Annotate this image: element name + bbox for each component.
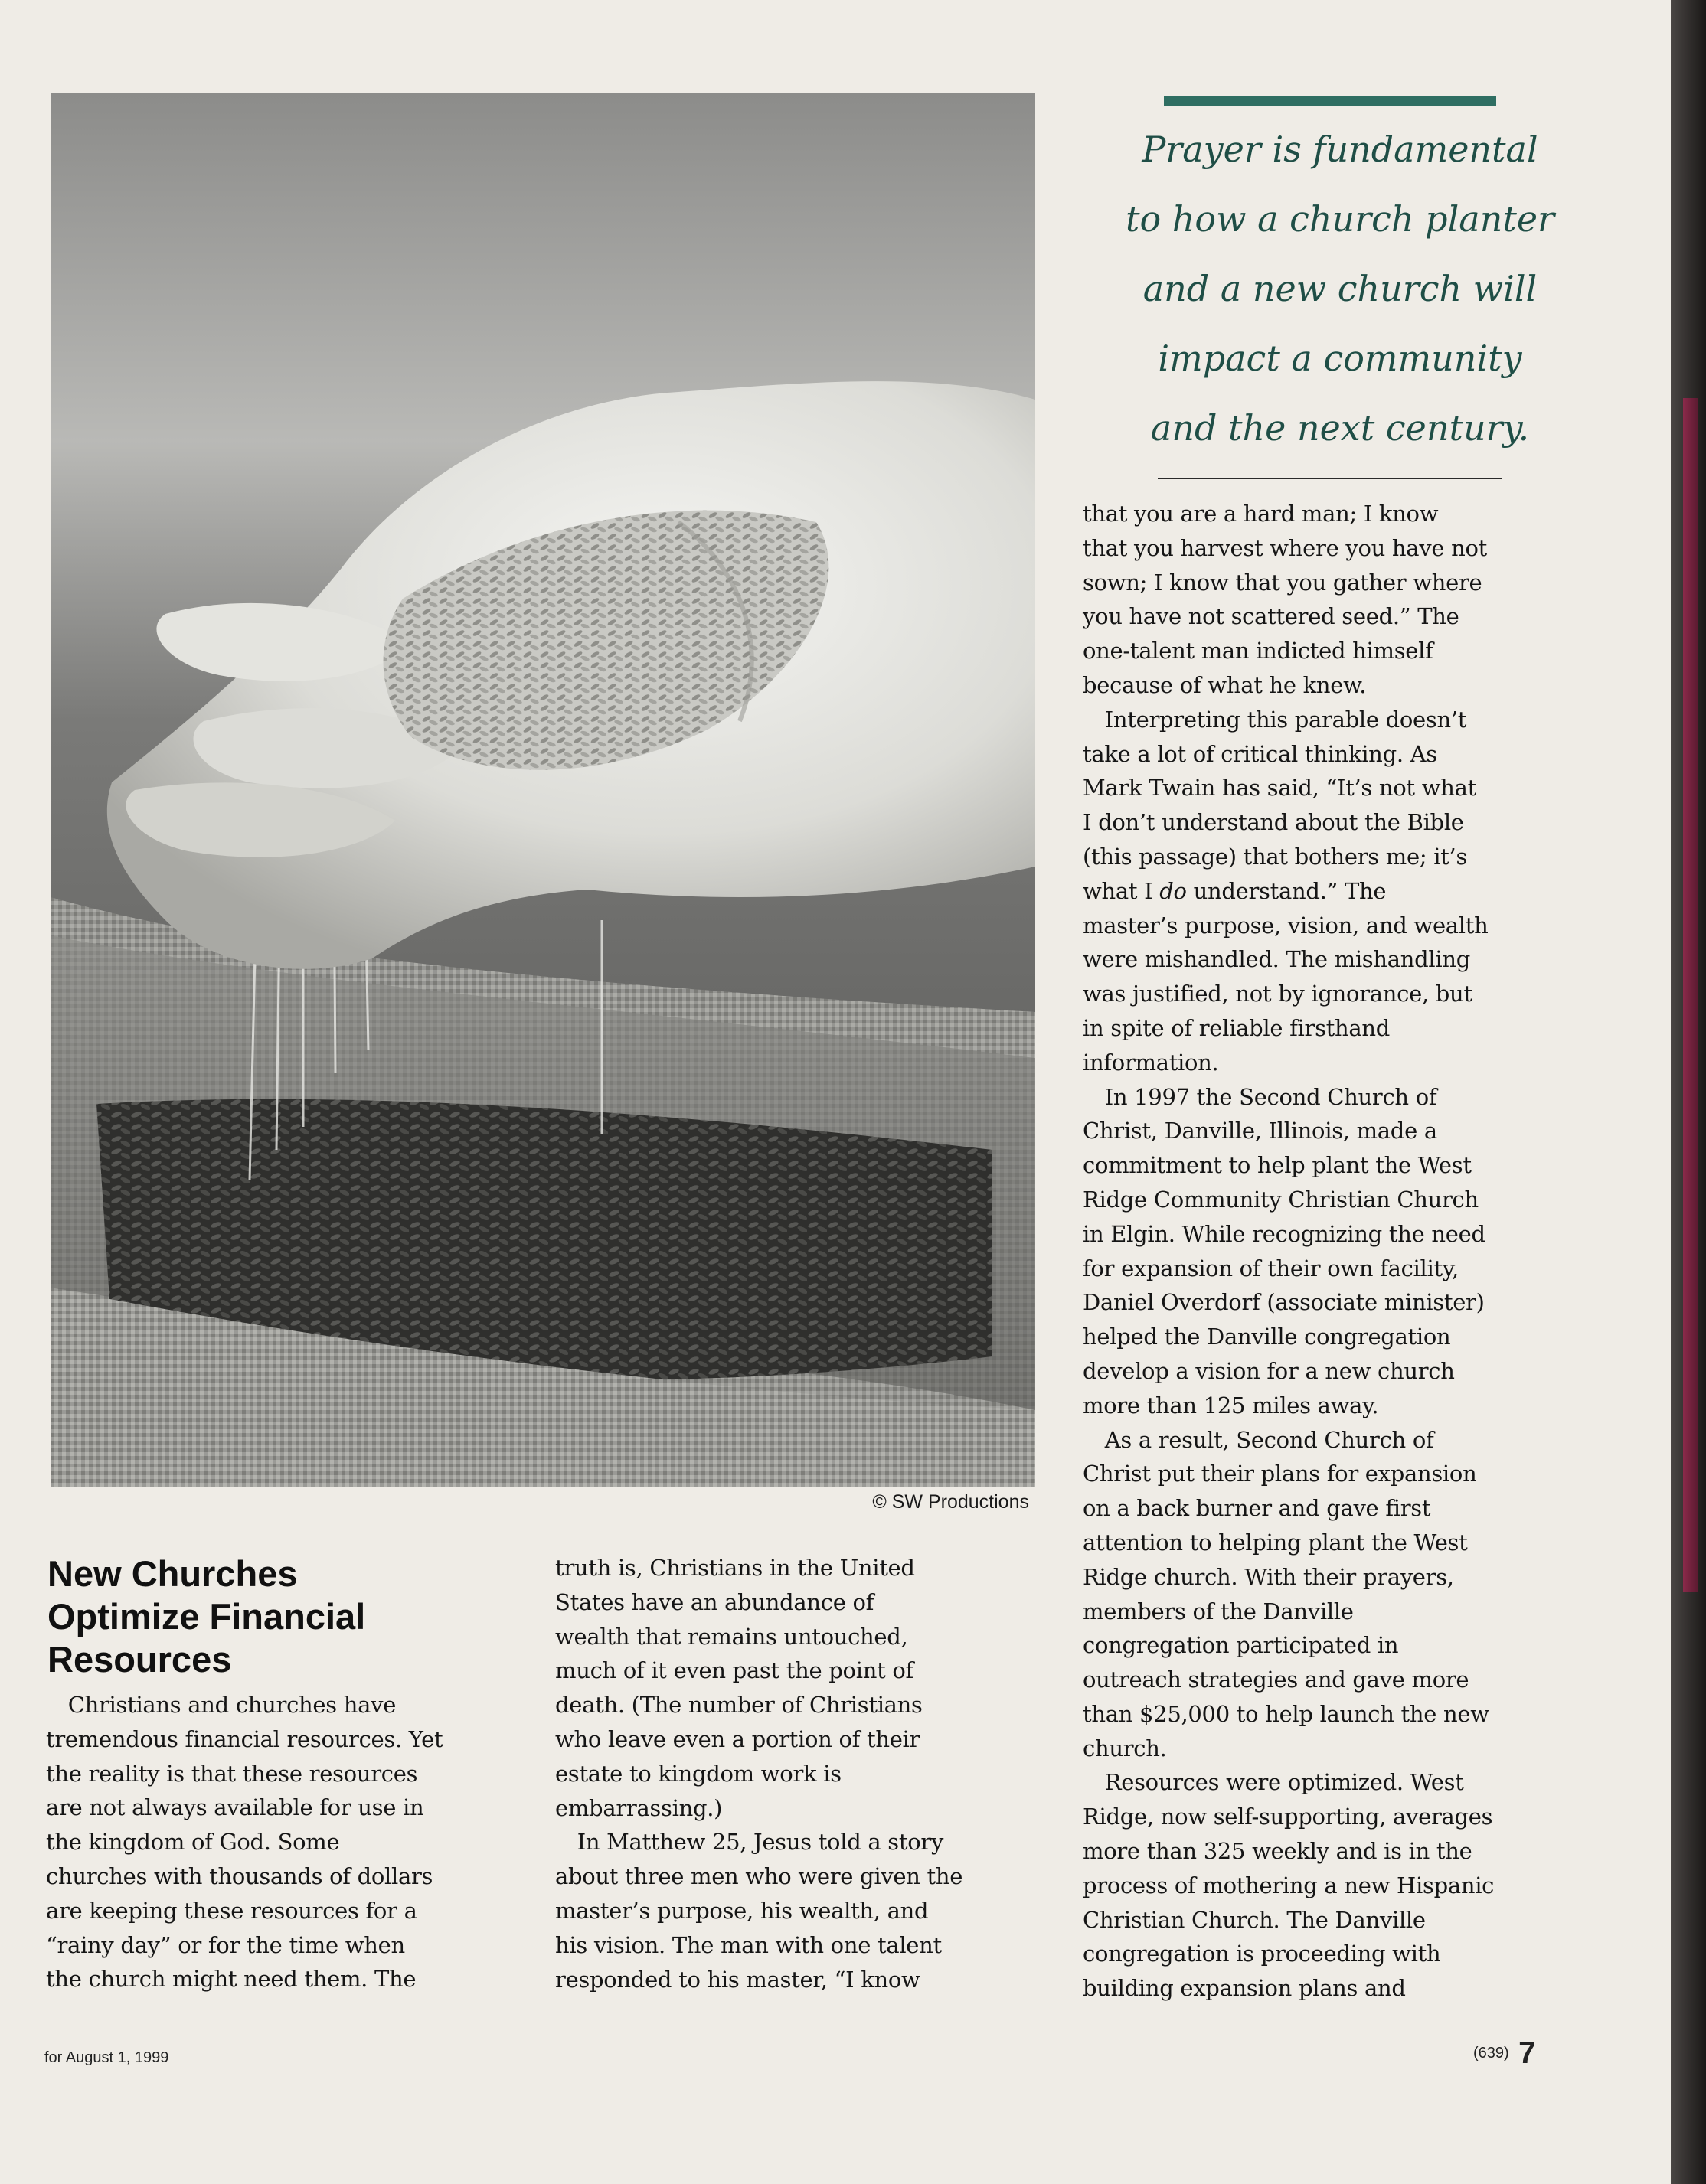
photo-hand-pouring-grain bbox=[51, 93, 1035, 1487]
text-line: more than 325 weekly and is in the bbox=[1083, 1838, 1472, 1865]
text-line: about three men who were given the bbox=[555, 1863, 963, 1890]
text-line: master’s purpose, his wealth, and bbox=[555, 1897, 929, 1924]
body-column-middle bbox=[555, 1551, 1030, 1996]
text-line: “rainy day” or for the time when bbox=[46, 1931, 405, 1958]
text-line: embarrassing.) bbox=[555, 1794, 723, 1821]
text-line: church. bbox=[1083, 1735, 1167, 1761]
text-line: death. (The number of Christians bbox=[555, 1692, 923, 1719]
text-line: you have not scattered seed.” The bbox=[1083, 603, 1459, 630]
text-line: In Matthew 25, Jesus told a story bbox=[555, 1829, 944, 1856]
text-line: Ridge Community Christian Church bbox=[1083, 1186, 1479, 1213]
pull-quote-rule-bottom bbox=[1158, 478, 1502, 479]
text-line: the church might need them. The bbox=[46, 1966, 417, 1993]
page-number: 7 bbox=[1518, 2036, 1536, 2070]
text-line: master’s purpose, vision, and wealth bbox=[1083, 912, 1489, 939]
text-line: in spite of reliable firsthand bbox=[1083, 1014, 1391, 1041]
text-line: what I do understand.” The bbox=[1083, 877, 1387, 904]
text-line: members of the Danville bbox=[1083, 1598, 1354, 1624]
text-line: in Elgin. While recognizing the need bbox=[1083, 1220, 1485, 1247]
text-line: truth is, Christians in the United bbox=[555, 1555, 915, 1581]
text-line: States have an abundance of bbox=[555, 1588, 874, 1615]
text-line: because of what he knew. bbox=[1083, 671, 1367, 698]
pull-quote-line: to how a church planter bbox=[1125, 198, 1555, 240]
text-line: are keeping these resources for a bbox=[46, 1897, 417, 1924]
text-line: outreach strategies and gave more bbox=[1083, 1667, 1469, 1693]
text-line: churches with thousands of dollars bbox=[46, 1862, 433, 1889]
text-line: attention to helping plant the West bbox=[1083, 1529, 1468, 1556]
text-line: that you harvest where you have not bbox=[1083, 534, 1488, 561]
text-line: In 1997 the Second Church of bbox=[1083, 1083, 1437, 1110]
pull-quote bbox=[1072, 115, 1608, 463]
text-line: that you are a hard man; I know bbox=[1083, 501, 1439, 527]
body-column-left bbox=[46, 1688, 521, 1996]
text-line: wealth that remains untouched, bbox=[555, 1623, 908, 1650]
article-heading bbox=[47, 1552, 507, 1681]
text-line: commitment to help plant the West bbox=[1083, 1152, 1472, 1179]
text-line: sown; I know that you gather where bbox=[1083, 569, 1482, 596]
text-line: Christian Church. The Danville bbox=[1083, 1906, 1426, 1933]
text-line: much of it even past the point of bbox=[555, 1657, 913, 1684]
pull-quote-rule-top bbox=[1164, 96, 1496, 106]
text-line: helped the Danville congregation bbox=[1083, 1324, 1451, 1350]
text-line: who leave even a portion of their bbox=[555, 1725, 920, 1752]
heading-line: New Churches bbox=[47, 1553, 298, 1594]
text-line: congregation participated in bbox=[1083, 1632, 1399, 1659]
text-line: Mark Twain has said, “It’s not what bbox=[1083, 775, 1476, 801]
text-line: the reality is that these resources bbox=[46, 1760, 418, 1787]
text-line: than $25,000 to help launch the new bbox=[1083, 1700, 1489, 1727]
text-line: Christ put their plans for expansion bbox=[1083, 1461, 1477, 1487]
heading-line: Resources bbox=[47, 1639, 232, 1680]
text-line: process of mothering a new Hispanic bbox=[1083, 1872, 1495, 1898]
text-line: congregation is proceeding with bbox=[1083, 1941, 1441, 1967]
text-line: for expansion of their own facility, bbox=[1083, 1255, 1459, 1281]
text-line: was justified, not by ignorance, but bbox=[1083, 981, 1472, 1007]
text-line: more than 125 miles away. bbox=[1083, 1392, 1379, 1418]
pull-quote-line: and the next century. bbox=[1150, 407, 1530, 449]
text-line: building expansion plans and bbox=[1083, 1975, 1406, 2002]
text-line: Ridge church. With their prayers, bbox=[1083, 1563, 1454, 1590]
text-line: estate to kingdom work is bbox=[555, 1760, 842, 1787]
heading-line: Optimize Financial bbox=[47, 1596, 366, 1637]
text-line: responded to his master, “I know bbox=[555, 1966, 920, 1993]
text-line: Ridge, now self-supporting, averages bbox=[1083, 1804, 1493, 1830]
text-line: one-talent man indicted himself bbox=[1083, 638, 1433, 664]
folio bbox=[1473, 2036, 1535, 2071]
pull-quote-line: and a new church will bbox=[1142, 268, 1538, 309]
issue-date: for August 1, 1999 bbox=[44, 2049, 169, 2066]
text-line: his vision. The man with one talent bbox=[555, 1931, 942, 1958]
pull-quote-line: Prayer is fundamental bbox=[1142, 129, 1538, 170]
text-line: Interpreting this parable doesn’t bbox=[1083, 706, 1467, 733]
text-line: Christians and churches have bbox=[46, 1692, 397, 1718]
photo-credit: © SW Productions bbox=[872, 1491, 1029, 1513]
text-line: Resources were optimized. West bbox=[1083, 1769, 1464, 1796]
text-line: I don’t understand about the Bible bbox=[1083, 809, 1464, 836]
body-column-right bbox=[1083, 497, 1573, 2006]
text-line: (this passage) that bothers me; it’s bbox=[1083, 843, 1468, 870]
text-line: tremendous financial resources. Yet bbox=[46, 1725, 443, 1752]
text-line: Christ, Danville, Illinois, made a bbox=[1083, 1118, 1437, 1144]
text-line: information. bbox=[1083, 1049, 1219, 1076]
text-line: on a back burner and gave first bbox=[1083, 1495, 1431, 1522]
text-line: As a result, Second Church of bbox=[1083, 1426, 1434, 1453]
text-line: take a lot of critical thinking. As bbox=[1083, 740, 1437, 767]
photo-illustration bbox=[51, 93, 1035, 1487]
text-line: Daniel Overdorf (associate minister) bbox=[1083, 1289, 1485, 1316]
page-edge-tab bbox=[1683, 398, 1698, 1592]
text-line: are not always available for use in bbox=[46, 1794, 424, 1821]
pull-quote-line: impact a community bbox=[1158, 338, 1522, 379]
text-line: the kingdom of God. Some bbox=[46, 1829, 340, 1856]
text-line: were mishandled. The mishandling bbox=[1083, 946, 1470, 973]
text-line: develop a vision for a new church bbox=[1083, 1357, 1455, 1384]
folio-code: (639) bbox=[1473, 2045, 1509, 2062]
